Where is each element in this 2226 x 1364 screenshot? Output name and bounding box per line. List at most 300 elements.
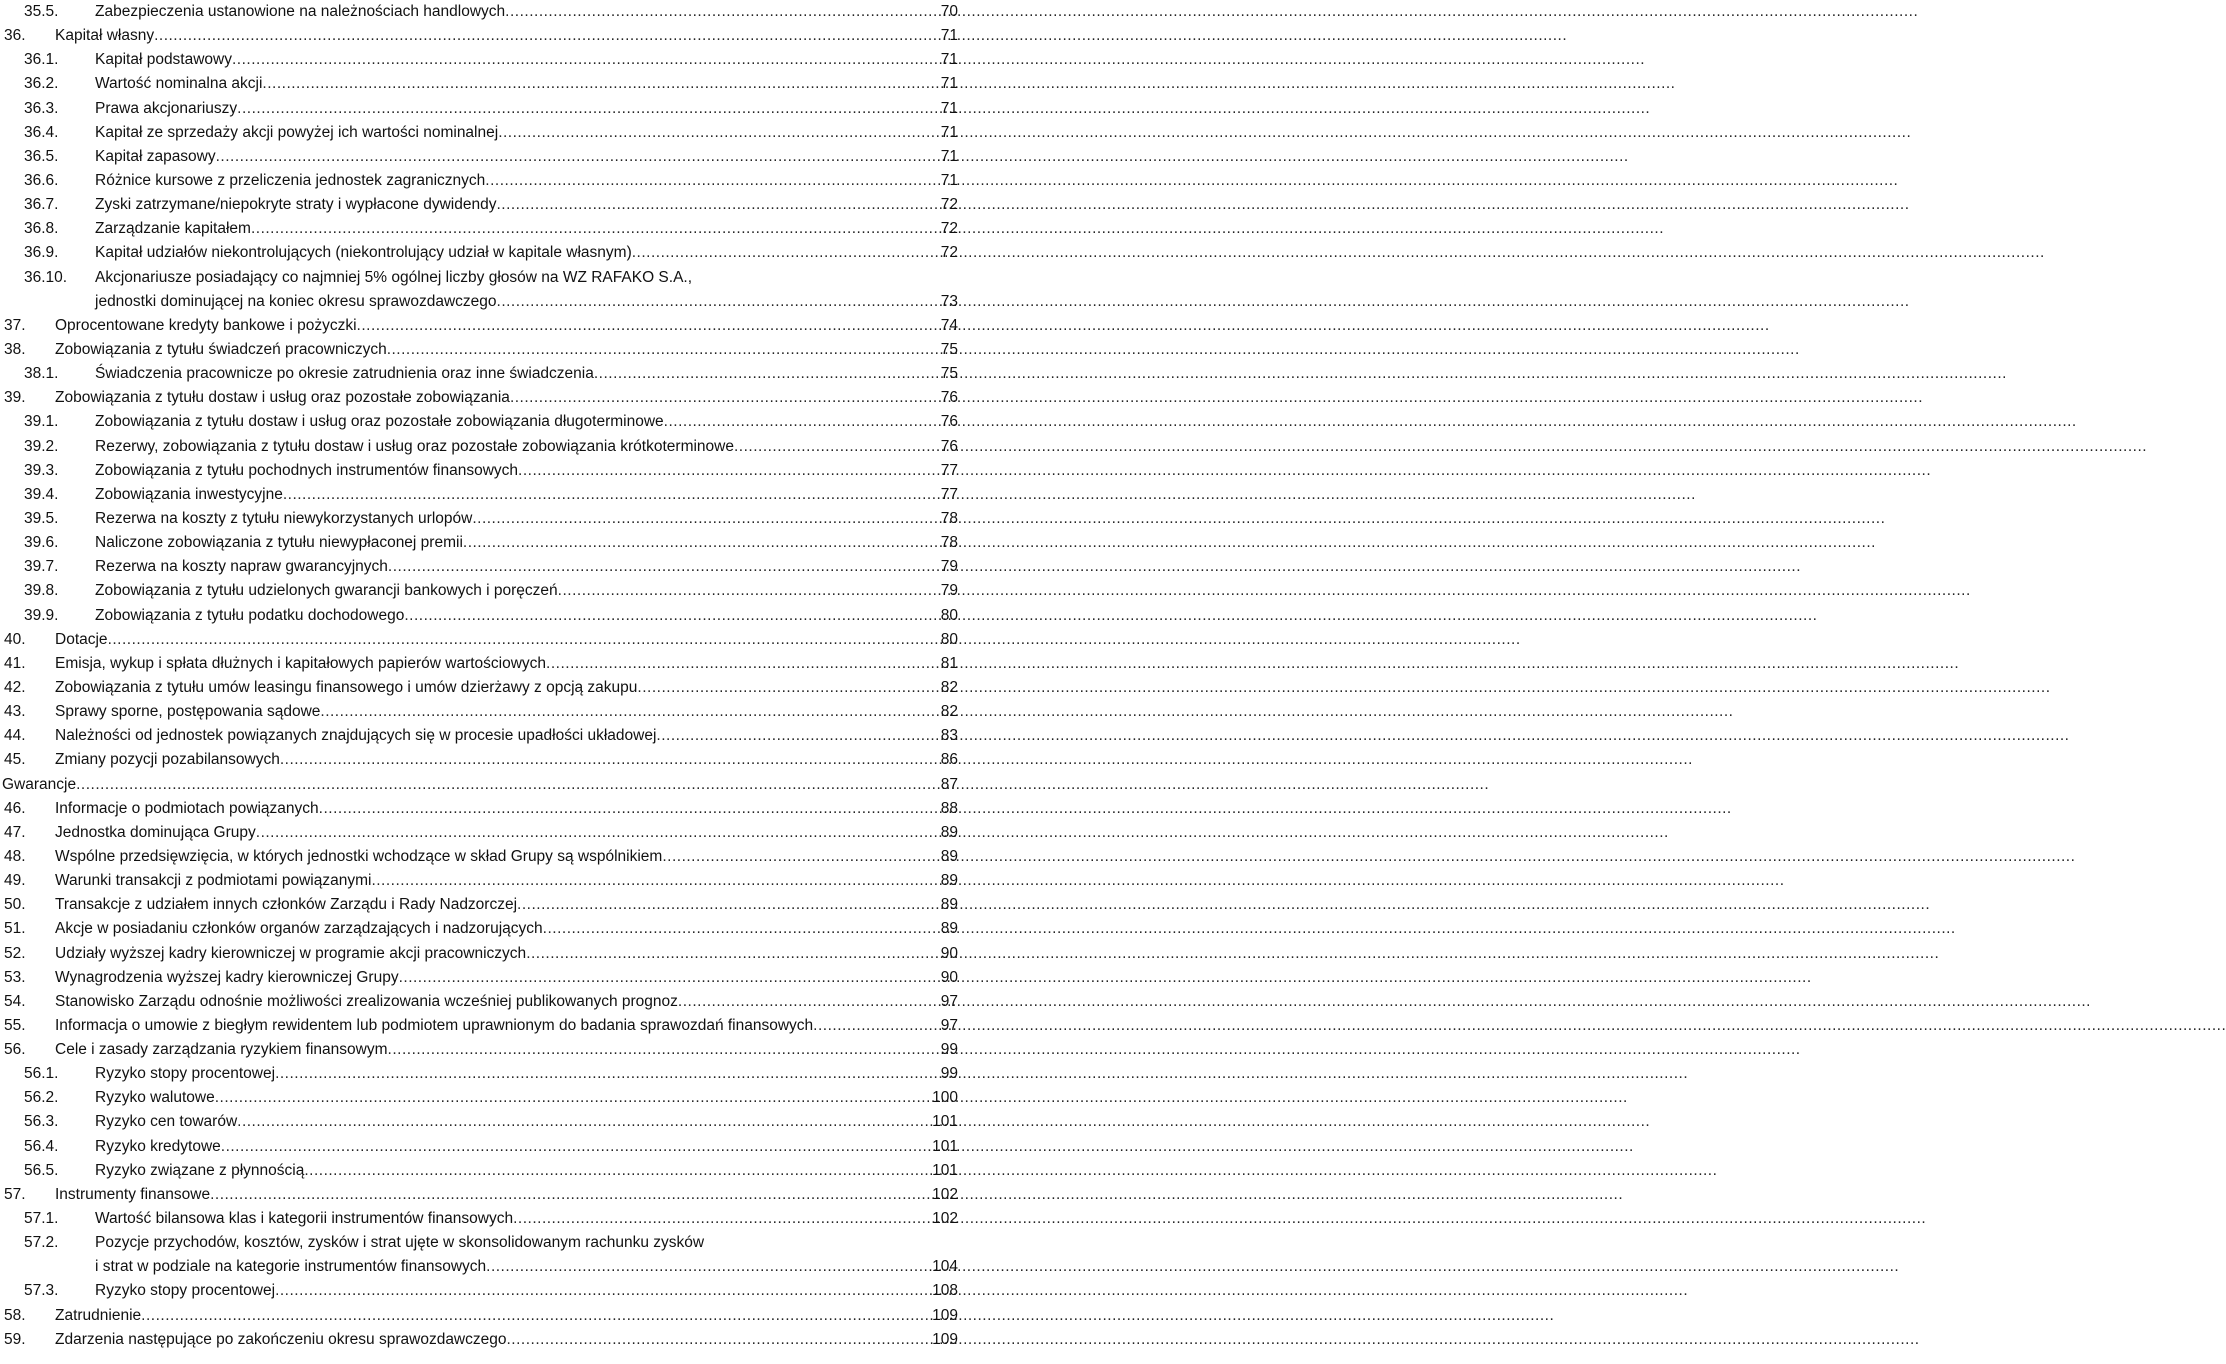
toc-entry-title: Udziały wyższej kadry kierowniczej w programie akcji pracowniczych <box>55 944 527 962</box>
toc-entry-row <box>95 1135 958 1159</box>
dot-leader <box>486 1255 931 1279</box>
toc-entry-page: 72 <box>940 244 958 262</box>
toc-entry-page: 80 <box>940 630 958 648</box>
dot-leader <box>513 1207 931 1231</box>
toc-entry-number: 46. <box>4 799 26 817</box>
toc-entry[interactable] <box>0 145 960 169</box>
toc-entry-title: Sprawy sporne, postępowania sądowe <box>55 703 321 721</box>
toc-entry-number: 45. <box>4 751 26 769</box>
toc-entry[interactable] <box>0 966 960 990</box>
toc-entry-page: 73 <box>940 292 958 310</box>
toc-entry[interactable] <box>0 604 960 628</box>
dot-leader <box>388 1038 940 1062</box>
toc-entry-row <box>55 652 958 676</box>
toc-entry-row <box>95 1255 958 1279</box>
toc-entry-title: Ryzyko stopy procentowej <box>95 1065 276 1083</box>
toc-entry-row <box>55 1014 958 1038</box>
dot-leader <box>656 724 939 748</box>
toc-entry-title: Akcje w posiadaniu członków organów zarządzających i nadzorujących <box>55 920 543 938</box>
toc-entry-title: Zabezpieczenia ustanowione na należnościach handlowych <box>95 3 506 20</box>
toc-entry-row <box>95 217 958 241</box>
toc-entry-row <box>95 362 958 386</box>
dot-leader <box>108 628 940 652</box>
toc-entry-title: Kapitał ze sprzedaży akcji powyżej ich wartości nominalnej <box>95 123 499 141</box>
dot-leader <box>594 362 940 386</box>
toc-entry-row <box>95 435 958 459</box>
toc-entry-row <box>95 579 958 603</box>
toc-entry-row <box>95 1207 958 1231</box>
toc-entry-page: 80 <box>940 606 958 624</box>
toc-entry-row <box>95 193 958 217</box>
toc-entry-number: 40. <box>4 630 26 648</box>
toc-entry-title: Zobowiązania z tytułu dostaw i usług oraz pozostałe zobowiązania <box>55 389 510 407</box>
toc-entry-title: Cele i zasady zarządzania ryzykiem finansowym <box>55 1041 388 1059</box>
toc-entry-number: 47. <box>4 823 26 841</box>
toc-entry-title: Zyski zatrzymane/niepokryte straty i wypłacone dywidendy <box>95 196 497 214</box>
dot-leader <box>141 1304 931 1328</box>
toc-entry-number: 43. <box>4 703 26 721</box>
toc-entry-page: 78 <box>940 534 958 552</box>
toc-entry[interactable] <box>0 386 960 410</box>
toc-entry-row <box>55 869 958 893</box>
toc-entry-title: Informacja o umowie z biegłym rewidentem lub podmiotem uprawnionym do badania sprawozdań finansowych <box>55 1016 814 1034</box>
dot-leader <box>237 1110 931 1134</box>
toc-entry-page: 76 <box>940 437 958 455</box>
toc-entry-number: 38. <box>4 340 26 358</box>
toc-entry-page: 87 <box>940 775 958 793</box>
toc-entry[interactable] <box>0 628 960 652</box>
toc-entry-title: Zdarzenia następujące po zakończeniu okresu sprawozdawczego <box>55 1330 507 1348</box>
dot-leader <box>510 386 940 410</box>
toc-entry-row <box>55 1038 958 1062</box>
toc-entry-title: Kapitał udziałów niekontrolujących (niekontrolujący udział w kapitale własnym) <box>95 244 632 262</box>
toc-entry-row <box>95 1086 958 1110</box>
toc-entry[interactable] <box>0 869 960 893</box>
dot-leader <box>251 217 940 241</box>
toc-entry-number: 49. <box>4 872 26 890</box>
toc-entry-page: 101 <box>932 1137 958 1155</box>
toc-entry-row <box>2 773 958 797</box>
dot-leader <box>632 241 940 265</box>
toc-entry-number: 56.5. <box>24 1161 59 1179</box>
toc-entry[interactable] <box>0 24 960 48</box>
toc-entry-number: 38.1. <box>24 365 59 383</box>
toc-entry-number: 55. <box>4 1016 26 1034</box>
toc-entry-title: Instrumenty finansowe <box>55 1185 211 1203</box>
toc-entry-number: 39.6. <box>24 534 59 552</box>
toc-entry-page: 83 <box>940 727 958 745</box>
toc-entry-number: 39.9. <box>24 606 59 624</box>
toc-entry[interactable] <box>0 410 960 434</box>
toc-entry-number: 56.3. <box>24 1113 59 1131</box>
toc-entry-row <box>55 676 958 700</box>
toc-entry-page: 89 <box>940 920 958 938</box>
toc-entry-title: Wspólne przedsięwzięcia, w których jednostki wchodzące w skład Grupy są wspólnikiem <box>55 847 663 865</box>
toc-entry-title: Zobowiązania z tytułu świadczeń pracowniczych <box>55 340 387 358</box>
dot-leader <box>399 966 940 990</box>
toc-entry-row <box>95 241 958 265</box>
toc-entry-title: Zobowiązania z tytułu pochodnych instrumentów finansowych <box>95 461 519 479</box>
toc-entry-page: 90 <box>940 944 958 962</box>
toc-entry-page: 100 <box>932 1089 958 1107</box>
toc-entry[interactable] <box>0 942 960 966</box>
toc-entry[interactable] <box>0 169 960 193</box>
toc-entry-page: 71 <box>940 171 958 189</box>
toc-entry-number: 57.2. <box>24 1234 59 1252</box>
toc-entry-page: 74 <box>940 316 958 334</box>
toc-entry[interactable] <box>0 1279 960 1303</box>
dot-leader <box>210 1183 931 1207</box>
toc-entry-page: 79 <box>940 558 958 576</box>
toc-entry[interactable] <box>0 0 960 24</box>
dot-leader <box>813 1014 940 1038</box>
dot-leader <box>275 1062 940 1086</box>
toc-entry[interactable] <box>0 193 960 217</box>
dot-leader <box>320 700 939 724</box>
dot-leader <box>304 1159 931 1183</box>
toc-entry-row <box>55 1328 958 1352</box>
toc-entry-number: 39. <box>4 389 26 407</box>
toc-entry-title: Zobowiązania z tytułu podatku dochodowego <box>95 606 405 624</box>
toc-entry-number: 53. <box>4 968 26 986</box>
toc-entry-row <box>95 145 958 169</box>
toc-entry-page: 102 <box>932 1185 958 1203</box>
toc-entry-number: 52. <box>4 944 26 962</box>
toc-entry-number: 36.9. <box>24 244 59 262</box>
toc-entry[interactable] <box>0 314 960 338</box>
toc-entry[interactable] <box>0 48 960 72</box>
toc-entry-row <box>95 459 958 483</box>
toc-entry-title: Warunki transakcji z podmiotami powiązanymi <box>55 872 372 890</box>
toc-entry-page: 88 <box>940 799 958 817</box>
toc-entry[interactable] <box>0 507 960 531</box>
toc-entry-title-line1: Pozycje przychodów, kosztów, zysków i strat ujęte w skonsolidowanym rachunku zysków <box>95 1234 705 1252</box>
toc-entry[interactable] <box>0 579 960 603</box>
toc-entry[interactable] <box>0 990 960 1014</box>
dot-leader <box>237 97 940 121</box>
toc-entry-number: 54. <box>4 992 26 1010</box>
toc-entry-number: 42. <box>4 678 26 696</box>
toc-entry-title: Naliczone zobowiązania z tytułu niewypłaconej premii <box>95 534 463 552</box>
toc-entry-number: 50. <box>4 896 26 914</box>
toc-entry[interactable] <box>0 362 960 386</box>
toc-entry-number: 36.8. <box>24 220 59 238</box>
toc-entry-title: Różnice kursowe z przeliczenia jednostek zagranicznych <box>95 171 486 189</box>
dot-leader <box>256 821 940 845</box>
toc-entry[interactable] <box>0 1159 960 1183</box>
toc-entry[interactable] <box>0 797 960 821</box>
toc-entry-title: jednostki dominującej na koniec okresu sprawozdawczego <box>95 292 497 310</box>
toc-entry-title: Zobowiązania z tytułu umów leasingu finansowego i umów dzierżawy z opcją zakupu <box>55 678 638 696</box>
toc-entry-row <box>95 169 958 193</box>
toc-entry-page: 109 <box>932 1330 958 1348</box>
toc-entry-number: 56. <box>4 1041 26 1059</box>
toc-entry[interactable] <box>0 748 960 772</box>
toc-entry[interactable] <box>0 459 960 483</box>
toc-entry-page: 76 <box>940 389 958 407</box>
toc-entry-page: 71 <box>940 147 958 165</box>
toc-entry-page: 109 <box>932 1306 958 1324</box>
toc-entry-page: 89 <box>940 823 958 841</box>
dot-leader <box>371 869 939 893</box>
toc-entry[interactable] <box>0 121 960 145</box>
toc-entry-page: 75 <box>940 340 958 358</box>
toc-entry-number: 41. <box>4 654 26 672</box>
toc-entry-row <box>95 290 958 314</box>
dot-leader <box>637 676 939 700</box>
toc-entry-title: Zarządzanie kapitałem <box>95 220 251 238</box>
toc-entry[interactable] <box>0 217 960 241</box>
toc-entry[interactable] <box>0 1062 960 1086</box>
dot-leader <box>543 917 940 941</box>
toc-entry-title: Kapitał zapasowy <box>95 147 216 165</box>
toc-entry-number: 36.1. <box>24 51 59 69</box>
toc-entry[interactable] <box>0 773 960 797</box>
toc-entry-page: 90 <box>940 968 958 986</box>
toc-entry-row <box>55 1304 958 1328</box>
toc-entry-page: 75 <box>940 365 958 383</box>
toc-entry-page: 77 <box>940 461 958 479</box>
toc-entry-page: 70 <box>940 3 958 20</box>
dot-leader <box>388 555 940 579</box>
toc-entry-title: Rezerwa na koszty napraw gwarancyjnych <box>95 558 388 576</box>
toc-entry-row <box>55 24 958 48</box>
toc-entry-row <box>95 72 958 96</box>
toc-entry-title: Zatrudnienie <box>55 1306 142 1324</box>
toc-entry-row <box>55 942 958 966</box>
toc-entry-number: 57.1. <box>24 1210 59 1228</box>
toc-entry-title: Ryzyko stopy procentowej <box>95 1282 276 1300</box>
toc-entry-page: 89 <box>940 872 958 890</box>
toc-entry-row <box>55 990 958 1014</box>
dot-leader <box>319 797 940 821</box>
toc-entry-page: 104 <box>932 1258 958 1276</box>
toc-entry-number: 39.4. <box>24 485 59 503</box>
toc-entry-page: 72 <box>940 220 958 238</box>
toc-entry-page: 108 <box>932 1282 958 1300</box>
toc-entry-row <box>95 604 958 628</box>
toc-entry-title: Rezerwa na koszty z tytułu niewykorzystanych urlopów <box>95 509 473 527</box>
toc-entry[interactable] <box>0 1207 960 1231</box>
toc-entry-title: Wartość nominalna akcji <box>95 75 263 93</box>
toc-entry-number: 36.4. <box>24 123 59 141</box>
toc-entry[interactable] <box>0 531 960 555</box>
toc-entry[interactable] <box>0 555 960 579</box>
dot-leader <box>505 0 940 24</box>
toc-entry[interactable] <box>0 821 960 845</box>
toc-entry-title: i strat w podziale na kategorie instrumentów finansowych <box>95 1258 487 1276</box>
toc-entry[interactable] <box>0 1135 960 1159</box>
toc-entry[interactable] <box>0 1110 960 1134</box>
toc-entry[interactable] <box>0 266 960 314</box>
toc-entry-title: Należności od jednostek powiązanych znajdujących się w procesie upadłości układowej <box>55 727 657 745</box>
toc-entry-row <box>95 483 958 507</box>
dot-leader <box>517 893 940 917</box>
toc-entry[interactable] <box>0 1231 960 1279</box>
toc-entry[interactable] <box>0 724 960 748</box>
toc-entry-page: 76 <box>940 413 958 431</box>
toc-entry-number: 37. <box>4 316 26 334</box>
toc-entry-row <box>55 314 958 338</box>
toc-entry-title: Wartość bilansowa klas i kategorii instrumentów finansowych <box>95 1210 514 1228</box>
toc-entry-number: 56.1. <box>24 1065 59 1083</box>
toc-entry-page: 71 <box>940 99 958 117</box>
toc-entry[interactable] <box>0 700 960 724</box>
toc-entry-row <box>55 966 958 990</box>
toc-entry-title: Kapitał podstawowy <box>95 51 232 69</box>
toc-entry[interactable] <box>0 652 960 676</box>
toc-entry-row <box>95 531 958 555</box>
toc-entry-row <box>55 338 958 362</box>
toc-entry-title: Wynagrodzenia wyższej kadry kierowniczej Grupy <box>55 968 399 986</box>
toc-entry-number: 39.2. <box>24 437 59 455</box>
toc-entry-title: Gwarancje <box>2 775 77 793</box>
dot-leader <box>262 72 939 96</box>
toc-entry-number: 36. <box>4 27 26 45</box>
dot-leader <box>221 1135 931 1159</box>
toc-entry-number: 36.2. <box>24 75 59 93</box>
toc-entry-page: 89 <box>940 847 958 865</box>
toc-entry-page: 101 <box>932 1113 958 1131</box>
dot-leader <box>154 24 940 48</box>
toc-entry-title: Transakcje z udziałem innych członków Zarządu i Rady Nadzorczej <box>55 896 518 914</box>
toc-entry-number: 36.6. <box>24 171 59 189</box>
dot-leader <box>546 652 940 676</box>
toc-entry-row <box>95 410 958 434</box>
toc-entry-page: 102 <box>932 1210 958 1228</box>
dot-leader <box>387 338 940 362</box>
toc-entry-row <box>55 797 958 821</box>
toc-entry[interactable] <box>0 435 960 459</box>
toc-entry[interactable] <box>0 97 960 121</box>
dot-leader <box>507 1328 932 1352</box>
toc-entry-row <box>55 748 958 772</box>
dot-leader <box>463 531 940 555</box>
toc-entry-title: Zobowiązania z tytułu udzielonych gwarancji bankowych i poręczeń <box>95 582 558 600</box>
toc-entry[interactable] <box>0 1086 960 1110</box>
toc-entry[interactable] <box>0 845 960 869</box>
toc-entry[interactable] <box>0 676 960 700</box>
toc-entry-row <box>95 1062 958 1086</box>
toc-entry[interactable] <box>0 338 960 362</box>
toc-entry-page: 79 <box>940 582 958 600</box>
toc-entry-number: 51. <box>4 920 26 938</box>
toc-entry[interactable] <box>0 1328 960 1352</box>
toc-entry-title: Informacje o podmiotach powiązanych <box>55 799 319 817</box>
toc-entry-page: 97 <box>940 1016 958 1034</box>
toc-entry-page: 82 <box>940 703 958 721</box>
toc-entry-number: 39.3. <box>24 461 59 479</box>
toc-entry-page: 71 <box>940 51 958 69</box>
toc-entry-row <box>95 0 958 24</box>
toc-entry-page: 71 <box>940 123 958 141</box>
toc-entry-page: 101 <box>932 1161 958 1179</box>
toc-entry-row <box>55 1183 958 1207</box>
dot-leader <box>472 507 939 531</box>
dot-leader <box>497 290 940 314</box>
toc-entry-title: Zobowiązania inwestycyjne <box>95 485 283 503</box>
dot-leader <box>485 169 939 193</box>
dot-leader <box>280 748 940 772</box>
toc-entry-number: 44. <box>4 727 26 745</box>
toc-entry[interactable] <box>0 1183 960 1207</box>
toc-entry-title: Ryzyko związane z płynnością <box>95 1161 305 1179</box>
dot-leader <box>734 435 940 459</box>
toc-entry-title: Zobowiązania z tytułu dostaw i usług oraz pozostałe zobowiązania długoterminowe <box>95 413 664 431</box>
toc-entry-row <box>55 845 958 869</box>
toc-entry-row <box>95 97 958 121</box>
toc-entry[interactable] <box>0 1014 960 1038</box>
toc-entry-title: Rezerwy, zobowiązania z tytułu dostaw i usług oraz pozostałe zobowiązania krótkoterminowe <box>95 437 734 455</box>
toc-entry-page: 82 <box>940 678 958 696</box>
toc-entry-row <box>55 893 958 917</box>
dot-leader <box>498 121 940 145</box>
toc-entry-number: 57. <box>4 1185 26 1203</box>
toc-entry[interactable] <box>0 241 960 265</box>
toc-entry-number: 36.10. <box>24 268 68 286</box>
toc-entry-row <box>55 628 958 652</box>
toc-entry-page: 99 <box>940 1065 958 1083</box>
toc-entry-page: 78 <box>940 509 958 527</box>
toc-entry-title: Ryzyko walutowe <box>95 1089 215 1107</box>
toc-entry-page: 72 <box>940 196 958 214</box>
dot-leader <box>357 314 940 338</box>
dot-leader <box>76 773 940 797</box>
toc-entry-row <box>95 1159 958 1183</box>
toc-entry-row <box>55 724 958 748</box>
toc-entry-title: Kapitał własny <box>55 27 155 45</box>
dot-leader <box>216 145 940 169</box>
dot-leader <box>518 459 940 483</box>
dot-leader <box>283 483 940 507</box>
toc-entry-page: 71 <box>940 75 958 93</box>
toc-entry-page: 71 <box>940 27 958 45</box>
toc-entry[interactable] <box>0 917 960 941</box>
dot-leader <box>526 942 940 966</box>
dot-leader <box>275 1279 931 1303</box>
toc-entry-number: 39.8. <box>24 582 59 600</box>
toc-entry[interactable] <box>0 483 960 507</box>
toc-entry-row <box>95 48 958 72</box>
toc-entry-page: 81 <box>940 654 958 672</box>
toc-entry-title: Emisja, wykup i spłata dłużnych i kapitałowych papierów wartościowych <box>55 654 547 672</box>
toc-entry[interactable] <box>0 1304 960 1328</box>
toc-entry-row <box>95 121 958 145</box>
toc-entry-title: Stanowisko Zarządu odnośnie możliwości zrealizowania wcześniej publikowanych prognoz <box>55 992 678 1010</box>
toc-entry-title: Świadczenia pracownicze po okresie zatrudnienia oraz inne świadczenia <box>95 365 594 383</box>
toc-entry-number: 36.7. <box>24 196 59 214</box>
toc-entry-page: 86 <box>940 751 958 769</box>
toc-entry-page: 97 <box>940 992 958 1010</box>
toc-entry-title-line1: Akcjonariusze posiadający co najmniej 5% ogólnej liczby głosów na WZ RAFAKO S.A., <box>95 268 693 286</box>
toc-entry-number: 39.7. <box>24 558 59 576</box>
toc-entry-title: Ryzyko kredytowe <box>95 1137 221 1155</box>
dot-leader <box>232 48 940 72</box>
toc-entry[interactable] <box>0 1038 960 1062</box>
toc-entry-row <box>55 917 958 941</box>
toc-entry-title: Oprocentowane kredyty bankowe i pożyczki <box>55 316 357 334</box>
toc-entry-number: 39.1. <box>24 413 59 431</box>
dot-leader <box>664 410 940 434</box>
toc-entry[interactable] <box>0 893 960 917</box>
toc-entry-number: 48. <box>4 847 26 865</box>
toc-entry-page: 89 <box>940 896 958 914</box>
toc-entry-number: 39.5. <box>24 509 59 527</box>
toc-entry-number: 57.3. <box>24 1282 59 1300</box>
toc-entry-row <box>95 1279 958 1303</box>
toc-entry-row <box>95 507 958 531</box>
toc-entry[interactable] <box>0 72 960 96</box>
